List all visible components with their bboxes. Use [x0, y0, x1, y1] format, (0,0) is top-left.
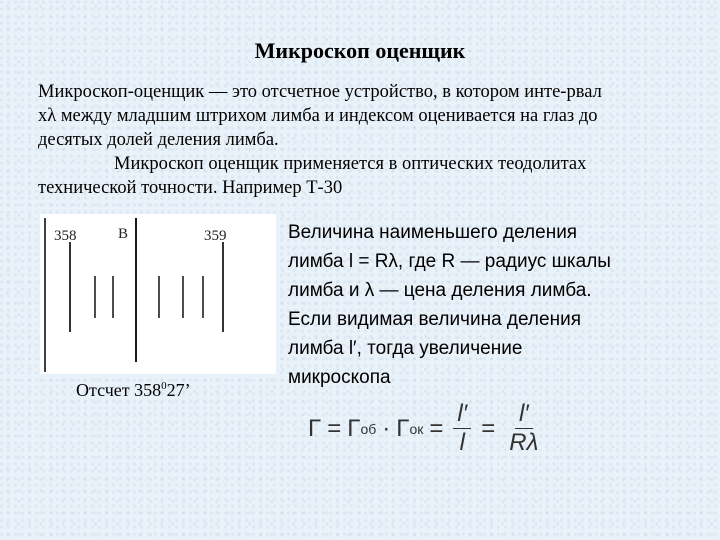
scale-label-358: 358	[54, 228, 77, 244]
fraction-numerator: l′	[453, 400, 471, 429]
paragraph-line: Микроскоп оценщик применяется в оптических теодолитах	[114, 154, 587, 174]
magnification-description	[288, 218, 708, 392]
formula-sub-ok: ок	[409, 420, 424, 437]
description-line: Величина наименьшего деления	[288, 222, 578, 243]
limb-scale-figure	[40, 214, 276, 374]
degree-mark: 0	[161, 380, 167, 392]
formula-gamma-ob: Γ	[347, 414, 361, 442]
fraction-denominator: l	[459, 429, 466, 456]
formula-gamma-ok: Γ	[396, 414, 410, 442]
paragraph-line: десятых долей деления лимба.	[38, 130, 279, 150]
fraction-denominator: Rλ	[509, 429, 539, 456]
reading-caption	[76, 380, 191, 401]
description-line: лимба l = Rλ, где R — радиус шкалы	[288, 251, 611, 272]
index-label: B	[118, 226, 129, 242]
paragraph-line: Микроскоп-оценщик — это отсчетное устройство, в котором инте-рвал	[38, 82, 602, 102]
paragraph-line: xλ между младшим штрихом лимба и индексом оценивается на глаз до	[38, 106, 598, 126]
caption-minutes: 27’	[166, 380, 191, 400]
formula-sub-ob: об	[360, 420, 377, 437]
description-line: микроскопа	[288, 367, 391, 388]
formula-fraction-2	[505, 400, 542, 457]
formula-dot: ·	[382, 414, 391, 442]
magnification-formula	[308, 400, 546, 457]
formula-lhs: Γ	[308, 414, 322, 442]
formula-equals: =	[429, 414, 444, 442]
formula-equals: =	[327, 414, 342, 442]
description-line: лимба и λ — цена деления лимба.	[288, 280, 592, 301]
description-line: Если видимая величина деления	[288, 309, 581, 330]
paragraph-line: технической точности. Например Т-30	[38, 178, 343, 198]
formula-equals: =	[481, 414, 496, 442]
scale-label-359: 359	[204, 228, 227, 244]
caption-prefix: Отсчет 358	[76, 380, 162, 400]
slide-title: Микроскоп оценщик	[254, 38, 466, 63]
description-line: лимба l′, тогда увеличение	[288, 338, 523, 359]
formula-fraction-1	[453, 400, 471, 457]
fraction-numerator: l′	[515, 400, 533, 429]
intro-paragraph	[38, 80, 718, 200]
